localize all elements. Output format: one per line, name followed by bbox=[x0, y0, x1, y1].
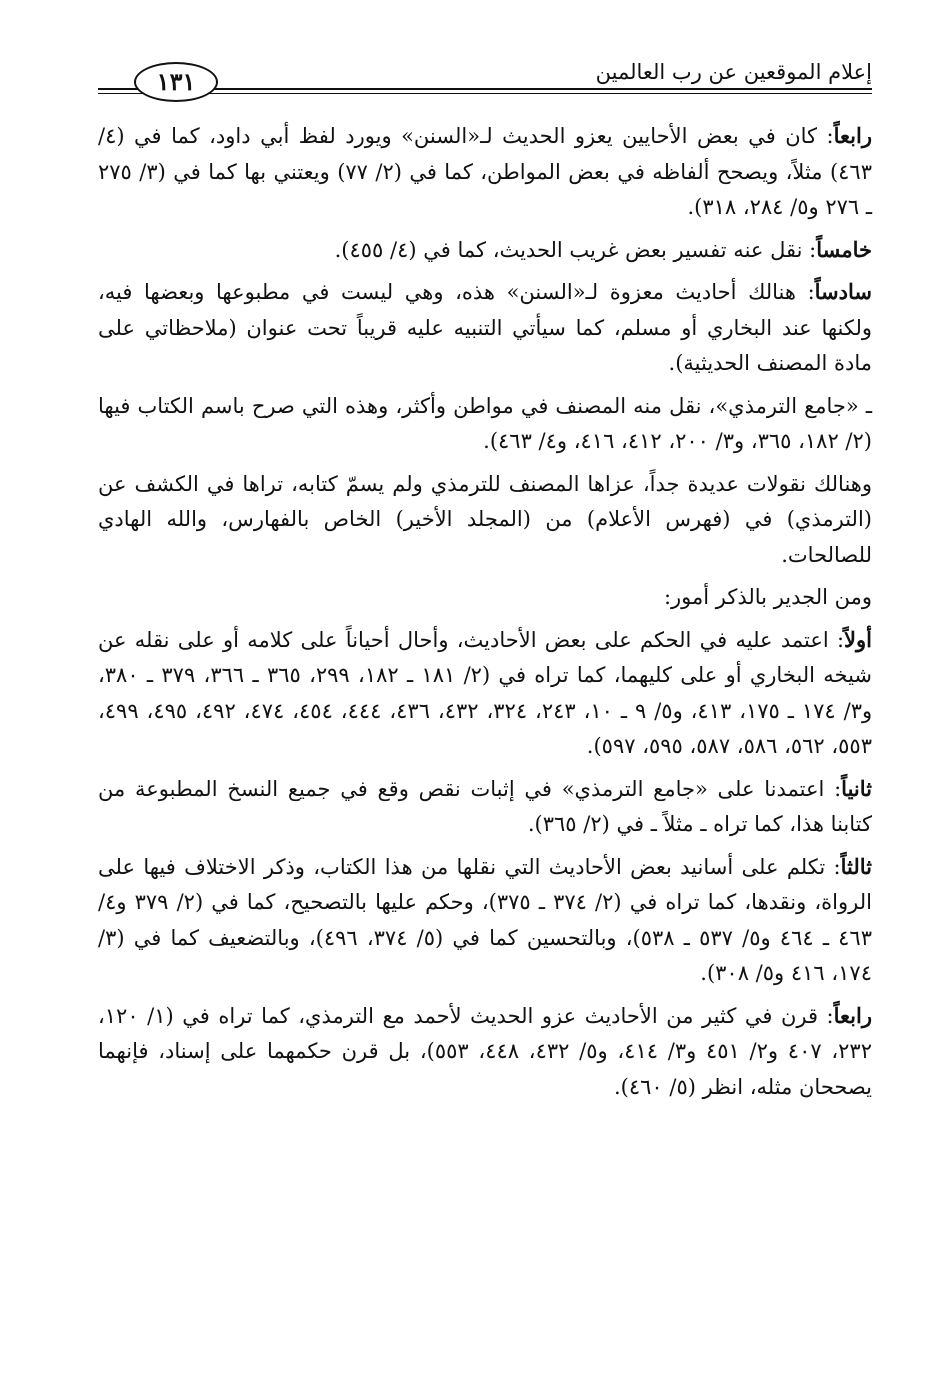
header-rule-thin bbox=[98, 93, 872, 94]
paragraph-text: : تكلم على أسانيد بعض الأحاديث التي نقلها من هذا الكتاب، وذكر الاختلاف فيها على الرواة، ونقدها، كما تراه في (٢/ ٣٧٤ ـ ٣٧٥)، وحكم عليها بالتصحيح، كما في (٢/ ٣٧٩ و٤/ ٤٦٣ ـ ٤٦٤ و٥/ ٥٣٧ ـ ٥٣٨)، وبالتحسين كما في (٥/ ٣٧٤، ٤٩٦)، وبالتضعيف كما في (٣/ ١٧٤، ٤١٦ و٥/ ٣٠٨). bbox=[98, 854, 872, 985]
paragraph-text: : هنالك أحاديث معزوة لـ«السنن» هذه، وهي ليست في مطبوعها وبعضها فيه، ولكنها عند البخاري أو مسلم، كما سيأتي التنبيه عليه قريباً تحت عنوان (ملاحظاتي على مادة المصنف الحديثية). bbox=[98, 280, 872, 375]
paragraph-label: أولاً bbox=[844, 626, 872, 652]
paragraph-2 bbox=[98, 232, 872, 269]
paragraph-8 bbox=[98, 771, 872, 843]
paragraph-text: ـ «جامع الترمذي»، نقل منه المصنف في مواطن وأكثر، وهذه التي صرح باسم الكتاب فيها (٢/ ١٨٢، ٣٦٥، و٣/ ٢٠٠، ٤١٢، ٤١٦، و٤/ ٤٦٣). bbox=[98, 393, 872, 453]
page-number-badge bbox=[134, 62, 218, 102]
paragraph-label: سادساً bbox=[814, 279, 872, 304]
paragraph-4 bbox=[98, 388, 872, 460]
paragraph-3 bbox=[98, 274, 872, 382]
paragraph-text: : اعتمدنا على «جامع الترمذي» في إثبات نقص وقع في جميع النسخ المطبوعة من كتابنا هذا، كما تراه ـ مثلاً ـ في (٢/ ٣٦٥). bbox=[98, 776, 872, 836]
paragraph-text: : نقل عنه تفسير بعض غريب الحديث، كما في (٤/ ٤٥٥). bbox=[334, 237, 817, 262]
book-title: إعلام الموقعين عن رب العالمين bbox=[595, 60, 872, 84]
paragraph-text: : كان في بعض الأحايين يعزو الحديث لـ«السنن» ويورد لفظ أبي داود، كما في (٤/ ٤٦٣) مثلاً، ويصحح ألفاظه في بعض المواطن، كما في (٢/ ٧٧) ويعتني بها كما في (٣/ ٢٧٥ ـ ٢٧٦ و٥/ ٢٨٤، ٣١٨). bbox=[98, 124, 872, 219]
paragraph-9 bbox=[98, 849, 872, 992]
paragraph-10 bbox=[98, 998, 872, 1106]
paragraph-1 bbox=[98, 118, 872, 226]
page-number: ١٣١ bbox=[156, 67, 196, 96]
paragraph-label: ثالثاً bbox=[840, 853, 872, 879]
document-page bbox=[98, 0, 872, 1380]
paragraph-label: رابعاً bbox=[833, 1002, 872, 1028]
paragraph-text: وهنالك نقولات عديدة جداً، عزاها المصنف للترمذي ولم يسمّ كتابه، تراها في الكشف عن (الترمذي) في (فهرس الأعلام) من (المجلد الأخير) الخاص بالفهارس، والله الهادي للصالحات. bbox=[98, 471, 872, 567]
paragraph-7 bbox=[98, 622, 872, 765]
paragraph-text: : اعتمد عليه في الحكم على بعض الأحاديث، وأحال أحياناً على كلامه أو على نقله عن شيخه البخاري أو على كليهما، كما تراه في (٢/ ١٨١ ـ ١٨٢، ٢٩٩، ٣٦٥ ـ ٣٦٦، ٣٧٩ ـ ٣٨٠، و٣/ ١٧٤ ـ ١٧٥، ٤١٣، و٥/ ٩ ـ ١٠، ٢٤٣، ٣٢٤، ٤٣٢، ٤٣٦، ٤٤٤، ٤٥٤، ٤٧٤، ٤٩٢، ٤٩٥، ٤٩٩، ٥٥٣، ٥٦٢، ٥٨٦، ٥٨٧، ٥٩٥، ٥٩٧). bbox=[98, 627, 873, 758]
paragraph-5 bbox=[98, 466, 872, 574]
paragraph-label: رابعاً bbox=[833, 123, 872, 148]
body-text bbox=[98, 118, 872, 1111]
paragraph-text: ومن الجدير بالذكر أمور: bbox=[663, 585, 872, 609]
paragraph-text: : قرن في كثير من الأحاديث عزو الحديث لأحمد مع الترمذي، كما تراه في (١/ ١٢٠، ٢٣٢، ٤٠٧ و٢/ ٤٥١ و٣/ ٤١٤، و٥/ ٤٣٢، ٤٤٨، ٥٥٣)، بل قرن حكمهما على إسناد، فإنهما يصححان مثله، انظر (٥/ ٤٦٠). bbox=[98, 1003, 872, 1099]
paragraph-6 bbox=[98, 579, 872, 616]
paragraph-label: خامساً bbox=[816, 236, 872, 262]
paragraph-label: ثانياً bbox=[841, 775, 872, 801]
running-header bbox=[98, 52, 872, 104]
